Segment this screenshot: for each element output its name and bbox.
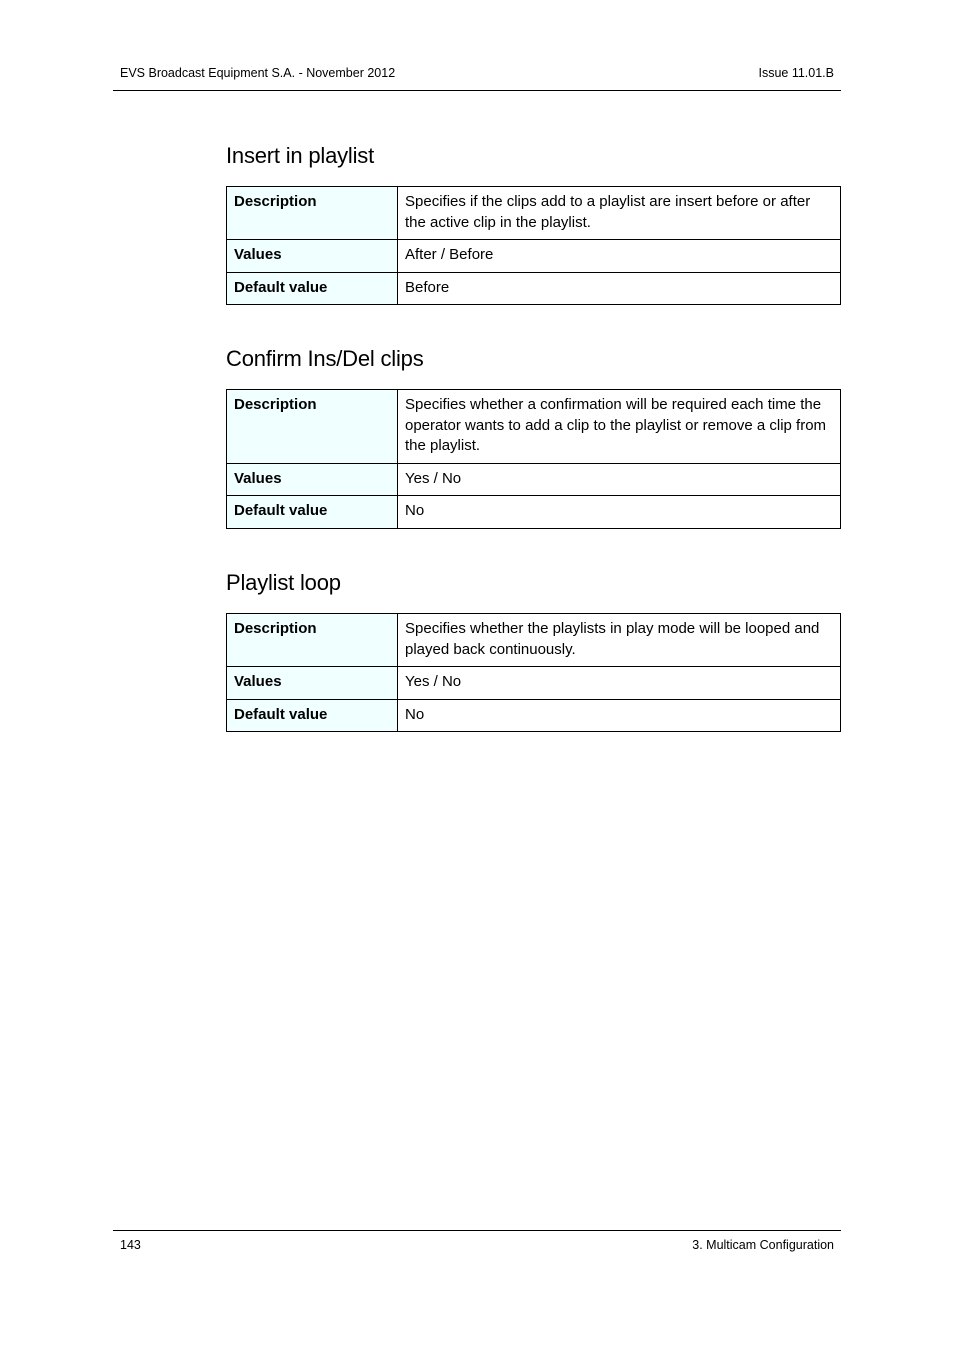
row-value: Specifies if the clips add to a playlist are insert before or after the active clip in the playlist. [398, 187, 841, 240]
row-label: Values [227, 463, 398, 496]
footer-chapter: 3. Multicam Configuration [692, 1238, 834, 1252]
table-row [227, 240, 841, 273]
parameter-table [226, 613, 841, 732]
section-title: Playlist loop [226, 570, 341, 595]
table-row [227, 187, 841, 240]
row-value: Before [398, 272, 841, 305]
table-row [227, 496, 841, 529]
row-label: Default value [227, 699, 398, 732]
row-label: Description [227, 390, 398, 464]
section-confirm-ins-del-clips [226, 345, 841, 529]
row-label: Values [227, 667, 398, 700]
table-row [227, 667, 841, 700]
header-publisher-date: EVS Broadcast Equipment S.A. - November 2012 [120, 66, 396, 80]
table-row [227, 699, 841, 732]
row-value: Yes / No [398, 667, 841, 700]
section-playlist-loop [226, 569, 841, 732]
row-label: Description [227, 187, 398, 240]
page-number: 143 [120, 1238, 141, 1252]
parameter-table [226, 389, 841, 529]
section-title: Confirm Ins/Del clips [226, 346, 424, 371]
section-insert-in-playlist [226, 142, 841, 305]
row-label: Default value [227, 272, 398, 305]
page-header [113, 62, 841, 91]
row-label: Values [227, 240, 398, 273]
page-footer [113, 1230, 841, 1255]
table-row [227, 272, 841, 305]
row-value: No [398, 496, 841, 529]
parameter-table [226, 186, 841, 305]
row-value: Yes / No [398, 463, 841, 496]
row-value: After / Before [398, 240, 841, 273]
row-value: Specifies whether a confirmation will be required each time the operator wants to add a clip to the playlist or remove a clip from the playlist. [398, 390, 841, 464]
header-issue: Issue 11.01.B [758, 66, 834, 80]
row-value: No [398, 699, 841, 732]
table-row [227, 390, 841, 464]
row-label: Description [227, 614, 398, 667]
row-label: Default value [227, 496, 398, 529]
table-row [227, 614, 841, 667]
table-row [227, 463, 841, 496]
row-value: Specifies whether the playlists in play mode will be looped and played back continuously. [398, 614, 841, 667]
section-title: Insert in playlist [226, 143, 375, 168]
